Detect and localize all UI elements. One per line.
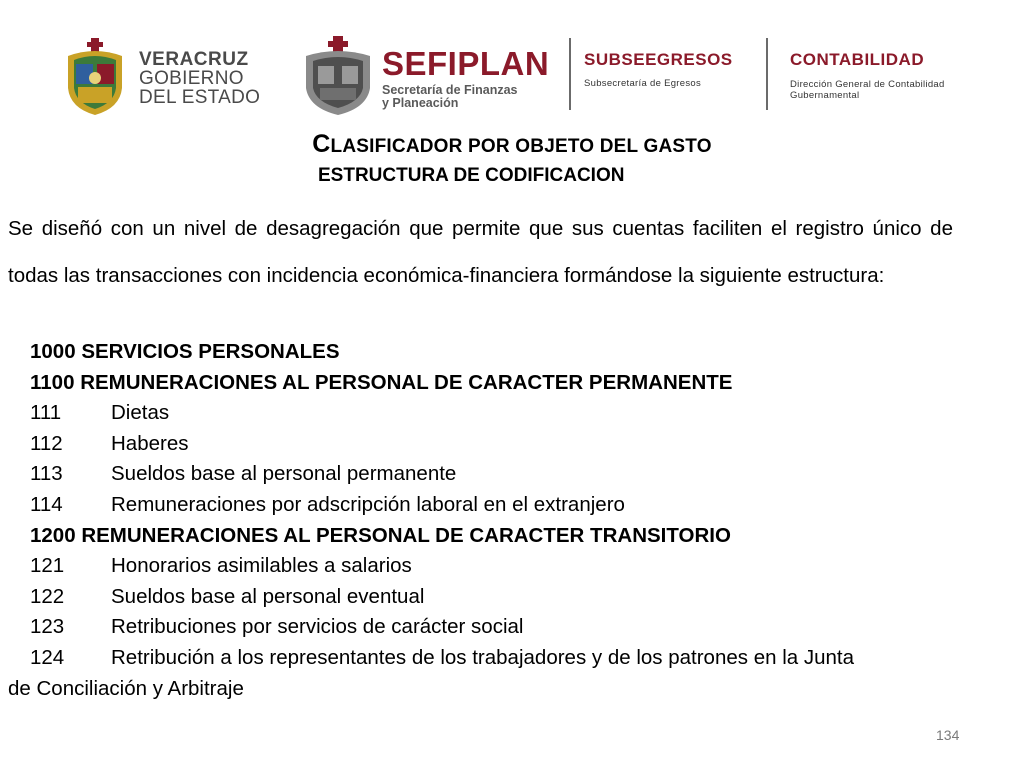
list-item	[8, 643, 968, 674]
sefiplan-shield-icon	[298, 36, 378, 116]
page-subtitle: ESTRUCTURA DE CODIFICACION	[318, 165, 625, 186]
item-code: 113	[30, 462, 63, 486]
code-list	[8, 337, 968, 704]
contabilidad-sub-line2: Gubernamental	[790, 90, 860, 101]
list-item	[8, 459, 968, 490]
divider-1	[569, 38, 571, 110]
subseegresos-title: SUBSEEGRESOS	[584, 50, 733, 69]
item-label: REMUNERACIONES AL PERSONAL DE CARACTER TRANSITORIO	[81, 523, 731, 547]
page-number: 134	[936, 727, 960, 743]
item-code: 122	[30, 584, 65, 608]
item-code: 1100	[30, 370, 75, 394]
intro-paragraph: Se diseñó con un nivel de desagregación que permite que sus cuentas faciliten el registro único de todas las transacciones con incidencia económica-financiera formándose la siguiente estructura:	[8, 217, 953, 287]
contabilidad-sub-line1: Dirección General de Contabilidad	[790, 79, 945, 90]
list-item	[8, 490, 968, 521]
item-label: REMUNERACIONES AL PERSONAL DE CARACTER PERMANENTE	[80, 370, 733, 394]
list-item	[8, 398, 968, 429]
list-item	[8, 368, 968, 399]
item-label: Retribución a los representantes de los trabajadores y de los patrones en la Junta	[111, 645, 855, 669]
veracruz-shield-icon	[62, 38, 128, 116]
title-initial: C	[312, 130, 331, 158]
sefiplan-sub-line2: y Planeación	[382, 96, 459, 110]
list-item-continuation: de Conciliación y Arbitraje	[8, 676, 244, 700]
item-label: Honorarios asimilables a salarios	[111, 554, 412, 578]
header-band	[296, 32, 986, 118]
veracruz-line2: GOBIERNO	[139, 68, 244, 89]
item-code: 1000	[30, 340, 76, 363]
veracruz-logo	[62, 38, 262, 116]
list-item	[8, 337, 968, 368]
list-item	[8, 521, 968, 552]
subseegresos-sub: Subsecretaría de Egresos	[584, 78, 702, 89]
item-label: Sueldos base al personal eventual	[111, 584, 425, 608]
item-label: Dietas	[111, 401, 170, 425]
item-code: 121	[30, 554, 65, 578]
contabilidad-title: CONTABILIDAD	[790, 50, 925, 69]
veracruz-line3: DEL ESTADO	[139, 87, 261, 108]
title-rest: LASIFICADOR POR OBJETO DEL GASTO	[330, 136, 712, 157]
item-code: 112	[30, 431, 63, 455]
contabilidad-sub	[790, 79, 945, 101]
item-label: Remuneraciones por adscripción laboral en el extranjero	[111, 492, 625, 516]
item-label: SERVICIOS PERSONALES	[81, 340, 340, 363]
list-item	[8, 612, 968, 643]
sefiplan-sub-line1: Secretaría de Finanzas	[382, 83, 518, 97]
item-label: Haberes	[111, 431, 189, 455]
list-item	[8, 551, 968, 582]
list-item	[8, 429, 968, 460]
item-label: Retribuciones por servicios de carácter social	[111, 615, 524, 639]
sefiplan-subtitle	[382, 84, 517, 110]
item-code: 1200	[30, 523, 76, 547]
veracruz-line1: VERACRUZ	[139, 49, 249, 70]
item-label: Sueldos base al personal permanente	[111, 462, 457, 486]
item-code: 124	[30, 645, 65, 669]
sefiplan-name: SEFIPLAN	[382, 45, 550, 82]
item-code: 114	[30, 492, 63, 516]
page-title	[0, 130, 1024, 159]
item-code: 123	[30, 615, 65, 639]
item-code: 111	[30, 401, 62, 425]
list-item	[8, 582, 968, 613]
divider-2	[766, 38, 768, 110]
